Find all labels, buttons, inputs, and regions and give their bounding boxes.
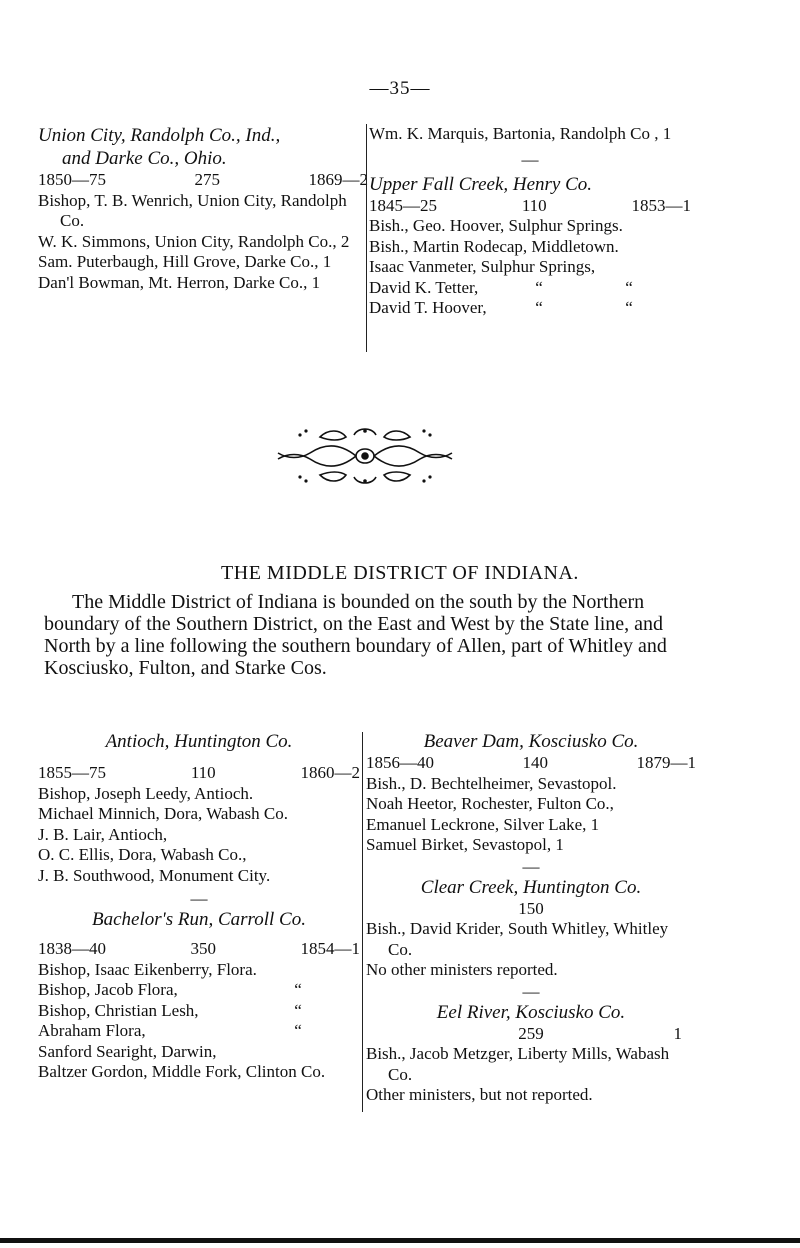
district-description: The Middle District of Indiana is bounded on the south by the Northern boundary of the Southern District, on the East and West by the State line, and North by a line following the southern boundary of Allen, part of Whitley and Kosciusko, Fulton, and Starke Cos. [44,591,667,679]
minister-entry: Bish., Jacob Metzger, Liberty Mills, Wabash Co. [366,1044,670,1084]
minister-entry: Baltzer Gordon, Middle Fork, Clinton Co. [38,1062,326,1081]
minister-entry: Bish., D. Bechtelheimer, Sevastopol. [366,773,617,793]
section-heading: Antioch, Huntington Co. [105,731,293,752]
minister-entry: Samuel Birket, Sevastopol, 1 [366,835,564,854]
minister-entry: Michael Minnich, Dora, Wabash Co. [38,804,288,823]
page-edge-rule [0,1238,800,1243]
section-heading: Union City, Randolph Co., Ind., [38,125,281,146]
minister-entry: Noah Heetor, Rochester, Fulton Co., [366,794,614,813]
page-number: —35— [369,78,431,99]
lower-left-column [38,730,360,1083]
minister-entry: Bishop, Christian Lesh, “ [38,1001,360,1022]
section-stats: 1850—75 275 1869—2 [38,170,368,189]
minister-entry: No other ministers reported. [366,960,558,979]
minister-entry: Sam. Puterbaugh, Hill Grove, Darke Co., 1 [38,252,332,271]
column-divider [362,732,363,1112]
ditto-mark: “ [294,1000,302,1020]
column-divider [366,124,367,352]
minister-entry: Bish., David Krider, South Whitley, Whitley Co. [366,919,669,959]
ditto-mark: “ [294,980,302,999]
ditto-mark: “ [625,277,633,297]
ornament-divider [270,425,460,492]
section-heading-cont: and Darke Co., Ohio. [62,148,227,169]
separator-dash: — [522,856,540,876]
section-heading: Clear Creek, Huntington Co. [420,876,642,898]
minister-entry: Isaac Vanmeter, Sulphur Springs, [369,257,596,276]
separator-dash: — [521,149,539,169]
union-city-section [38,124,368,293]
section-stats: 1845—25 110 1853—1 [369,195,691,215]
district-title: THE MIDDLE DISTRICT OF INDIANA. [221,562,579,584]
section-heading: Bachelor's Run, Carroll Co. [92,909,306,930]
separator-dash: — [190,889,208,908]
section-stats: 150 [518,898,544,918]
minister-entry: W. K. Simmons, Union City, Randolph Co., 2 [38,231,350,251]
ditto-mark: “ [535,277,543,297]
ditto-mark: “ [535,298,543,317]
section-stats: 1838—40 350 1854—1 [38,939,360,958]
separator-dash: — [522,981,540,1001]
section-heading: Beaver Dam, Kosciusko Co. [423,731,639,752]
ditto-mark: “ [625,298,633,317]
minister-entry: Bish., Martin Rodecap, Middletown. [369,236,619,256]
ditto-mark: “ [294,1021,302,1040]
minister-entry: Dan'l Bowman, Mt. Herron, Darke Co., 1 [38,272,321,292]
section-heading: Eel River, Kosciusko Co. [436,1001,626,1023]
minister-entry: David T. Hoover, “ “ [369,298,691,319]
minister-entry: O. C. Ellis, Dora, Wabash Co., [38,845,247,864]
minister-entry: Abraham Flora, “ [38,1021,360,1042]
minister-entry: Sanford Searight, Darwin, [38,1041,217,1061]
minister-entry: J. B. Lair, Antioch, [38,824,168,844]
minister-entry: Bish., Geo. Hoover, Sulphur Springs. [369,216,623,235]
minister-entry: Other ministers, but not reported. [366,1085,593,1104]
minister-entry: David K. Tetter, “ “ [369,278,691,299]
minister-entry: Bishop, Joseph Leedy, Antioch. [38,783,254,803]
minister-entry: Bishop, Jacob Flora, “ [38,980,360,1001]
upper-right-column [369,124,691,319]
lower-right-column [366,730,696,1106]
minister-entry: Bishop, T. B. Wenrich, Union City, Randolph Co. [38,190,347,230]
section-stats: 259 1 [518,1023,682,1043]
minister-entry: Emanuel Leckrone, Silver Lake, 1 [366,814,600,834]
minister-entry: Wm. K. Marquis, Bartonia, Randolph Co , 1 [369,124,672,143]
section-stats: 1856—40 140 1879—1 [366,753,696,772]
minister-entry: Bishop, Isaac Eikenberry, Flora. [38,959,257,979]
minister-entry: J. B. Southwood, Monument City. [38,865,271,885]
section-heading: Upper Fall Creek, Henry Co. [369,173,593,195]
flourish-ornament-icon [270,425,460,487]
section-stats: 1855—75 110 1860—2 [38,763,360,782]
